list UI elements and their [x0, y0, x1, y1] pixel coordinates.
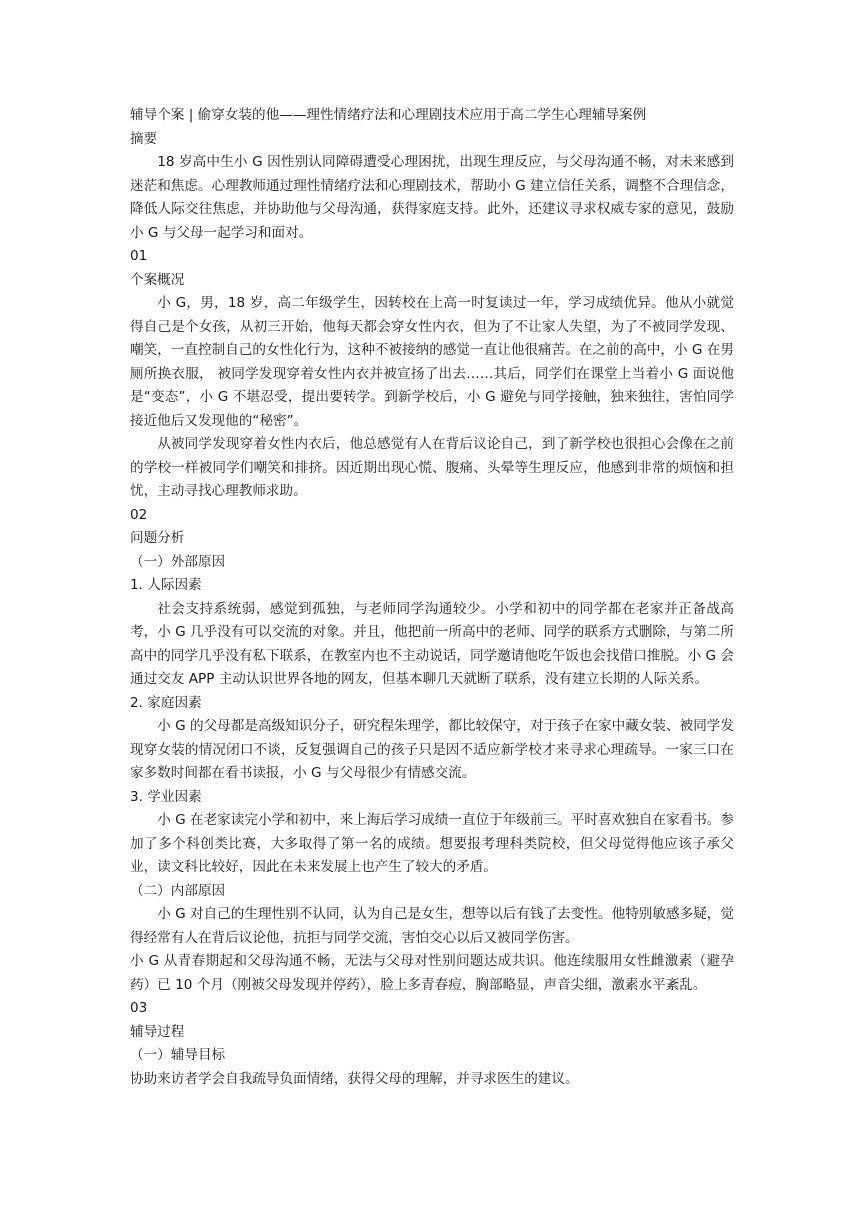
section-1-number: 01: [130, 248, 148, 264]
case-overview-paragraph-1: 小 G，男，18 岁，高二年级学生，因转校在上高一时复读过一年，学习成绩优异。他从小就觉得自己是个女孩，从初三开始，他每天都会穿女性内衣，但为了不让家人失望，为了不被同学发现、嘲笑，一直控制自己的女性化行为，这种不被接纳的感觉一直让他很痛苦。在之前的高中，小 G 在男厕所换衣服， 被同学发现穿着女性内衣并被宣扬了出去……其后，同学们在课堂上当着小 G 面说他是“变态”，小 G 不堪忍受，提出要转学。到新学校后，小 G 避免与同学接触，独来独往，害怕同学接近他后又发现他的“秘密”。: [130, 295, 734, 429]
section-2-number: 02: [130, 506, 148, 523]
academic-factor-heading: 3. 学业因素: [130, 788, 202, 805]
interpersonal-factor-heading: 1. 人际因素: [130, 577, 202, 593]
interpersonal-factor-paragraph: 社会支持系统弱，感觉到孤独，与老师同学沟通较少。小学和初中的同学都在老家并正备战高考，小 G 几乎没有可以交流的对象。并且，他把前一所高中的老师、同学的联系方式删除，与第二所高中的同学几乎没有私下联系，在教室内也不主动说话，同学邀请他吃午饭也会找借口推脱。小 G 会通过交友 APP 主动认识世界各地的网友，但基本聊几天就断了联系，没有建立长期的人际关系。: [130, 600, 734, 687]
abstract-paragraph: 18 岁高中生小 G 因性别认同障碍遭受心理困扰，出现生理反应，与父母沟通不畅，对未来感到迷茫和焦虑。心理教师通过理性情绪疗法和心理剧技术，帮助小 G 建立信任关系，调整不合理信念，降低人际交往焦虑，并协助他与父母沟通，获得家庭支持。此外，还建议寻求权威专家的意见，鼓励小 G 与父母一起学习和面对。: [130, 154, 734, 241]
abstract-heading: 摘要: [130, 130, 158, 147]
external-causes-heading: （一）外部原因: [130, 553, 226, 570]
section-3-title: 辅导过程: [130, 1023, 185, 1040]
internal-causes-heading: （二）内部原因: [130, 882, 226, 899]
academic-factor-paragraph: 小 G 在老家读完小学和初中，来上海后学习成绩一直位于年级前三。平时喜欢独自在家看书。参加了多个科创类比赛，大多取得了第一名的成绩。想要报考理科类院校，但父母觉得他应该子承父业，读文科比较好，因此在未来发展上也产生了较大的矛盾。: [130, 812, 734, 875]
internal-causes-paragraph-2: 小 G 从青春期起和父母沟通不畅，无法与父母对性别问题达成共识。他连续服用女性雌激素（避孕药）已 10 个月（刚被父母发现并停药），脸上多青春痘，胸部略显，声音尖细，激素水平紊乱。: [130, 953, 734, 993]
article-title: 辅导个案 | 偷穿女装的他——理性情绪疗法和心理剧技术应用于高二学生心理辅导案例: [130, 107, 647, 123]
case-overview-paragraph-2: 从被同学发现穿着女性内衣后，他总感觉有人在背后议论自己，到了新学校也很担心会像在之前的学校一样被同学们嘲笑和排挤。因近期出现心慌、腹痛、头晕等生理反应，他感到非常的烦恼和担忧，主动寻找心理教师求助。: [130, 436, 734, 499]
family-factor-heading: 2. 家庭因素: [130, 694, 202, 711]
family-factor-paragraph: 小 G 的父母都是高级知识分子，研究程朱理学，都比较保守，对于孩子在家中藏女装、被同学发现穿女装的情况闭口不谈，反复强调自己的孩子只是因不适应新学校才来寻求心理疏导。一家三口在家多数时间都在看书读报，小 G 与父母很少有情感交流。: [130, 718, 734, 781]
counseling-goal-heading: （一）辅导目标: [130, 1047, 226, 1063]
internal-causes-paragraph-1: 小 G 对自己的生理性别不认同，认为自己是女生，想等以后有钱了去变性。他特别敏感多疑，觉得经常有人在背后议论他，抗拒与同学交流，害怕交心以后又被同学伤害。: [130, 906, 734, 946]
document-page: [130, 104, 734, 1091]
section-2-title: 问题分析: [130, 530, 185, 546]
counseling-goal-paragraph: 协助来访者学会自我疏导负面情绪，获得父母的理解，并寻求医生的建议。: [130, 1070, 579, 1087]
section-1-title: 个案概况: [130, 271, 185, 288]
section-3-number: 03: [130, 1000, 148, 1016]
